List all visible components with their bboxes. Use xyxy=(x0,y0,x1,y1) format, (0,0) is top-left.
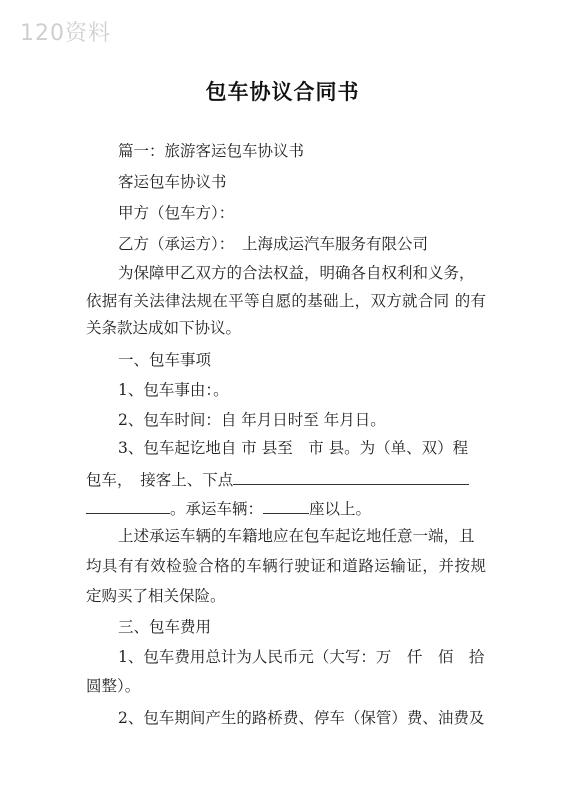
blank-underline xyxy=(86,497,170,514)
watermark: 120资料 xyxy=(20,21,111,46)
paragraph-line: 2、包车期间产生的路桥费、停车（保管）费、油费及 xyxy=(118,709,485,727)
section-heading: 三、包车费用 xyxy=(118,618,212,636)
line-text: 包车， 接客上、下点 xyxy=(86,471,234,489)
paragraph-line: 乙方（承运方）： 上海成运汽车服务有限公司 xyxy=(118,235,429,253)
line-text: 座以上。 xyxy=(309,500,372,518)
paragraph-line: 依据有关法律法规在平等自愿的基础上，双方就合同 的有 xyxy=(86,292,486,310)
paragraph-line xyxy=(86,497,486,519)
paragraph-line: 客运包车协议书 xyxy=(118,173,227,191)
paragraph-line: 甲方（包车方）： xyxy=(118,204,235,222)
paragraph-line: 均具有有效检验合格的车辆行驶证和道路运输证，并按规 xyxy=(86,557,486,575)
blank-underline xyxy=(233,468,469,485)
paragraph-line: 1、包车事由：。 xyxy=(118,381,229,399)
paragraph-line: 关条款达成如下协议。 xyxy=(86,319,242,337)
paragraph-line: 3、包车起讫地自 市 县至 市 县。为（单、双）程 xyxy=(118,439,469,457)
document-title: 包车协议合同书 xyxy=(205,80,360,104)
paragraph-line: 2、包车时间：自 年月日时至 年月日。 xyxy=(118,411,386,429)
paragraph-line: 为保障甲乙双方的合法权益，明确各自权利和义务， xyxy=(118,264,475,282)
paragraph-line: 定购买了相关保险。 xyxy=(86,587,226,605)
paragraph-line: 圆整）。 xyxy=(86,677,141,695)
line-text: 。承运车辆： xyxy=(170,500,264,518)
blank-underline xyxy=(263,497,309,514)
paragraph-line xyxy=(86,468,486,490)
paragraph-line: 篇一：旅游客运包车协议书 xyxy=(118,142,305,160)
paragraph-line: 1、包车费用总计为人民币元（大写：万 仟 佰 拾 xyxy=(118,648,485,666)
paragraph-line: 上述承运车辆的车籍地应在包车起讫地任意一端，且 xyxy=(118,527,475,545)
section-heading: 一、包车事项 xyxy=(118,351,212,369)
